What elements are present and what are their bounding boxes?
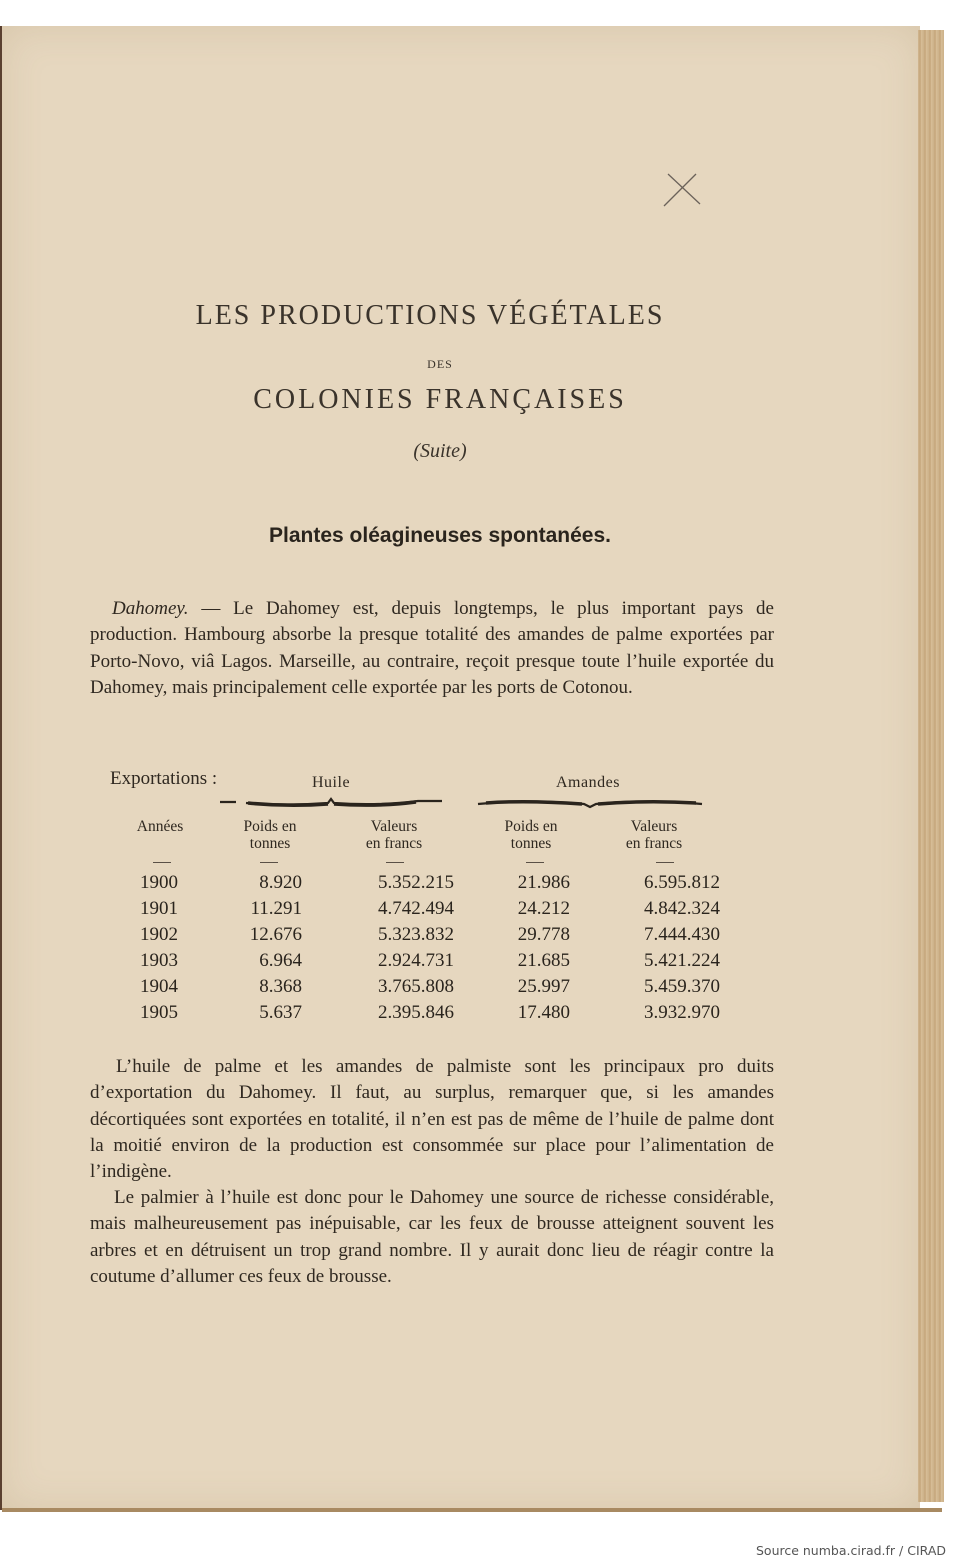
table-cell-year: 1903 bbox=[140, 950, 178, 971]
table-cell-huile-valeur: 4.742.494 bbox=[378, 898, 454, 919]
header-dash bbox=[260, 862, 278, 863]
table-cell-year: 1900 bbox=[140, 872, 178, 893]
col-header-amandes-valeurs bbox=[606, 818, 702, 852]
paragraph-lead: Dahomey. bbox=[112, 598, 189, 619]
page-edges bbox=[918, 30, 944, 1502]
paragraph-dahomey-text: — Le Dahomey est, depuis longtemps, le plus important pays de production. Hambourg absorbe la presque totalité des amandes de palme exportées par Porto-Novo, viâ Lagos. Marseille, au contraire, reçoit presque toute l’huile exportée du Dahomey, mais principalement celle exportée par les ports de Cotonou. bbox=[90, 598, 774, 698]
paragraph-exports: L’huile de palme et les amandes de palmiste sont les principaux pro duits d’exportation du Dahomey. Il faut, au surplus, remarquer que, si les amandes décortiquées sont exportées en totalité, il n’en est pas de même de l’huile de palme dont la moitié environ de la production est consommée sur place pour l’alimentation de l’indigène. bbox=[90, 1056, 774, 1183]
col-header-annees-label: Années bbox=[136, 818, 184, 835]
col-header-amandes-poids bbox=[486, 818, 576, 852]
group-header-amandes: Amandes bbox=[556, 774, 620, 791]
title-connector: DES bbox=[427, 357, 453, 371]
table-cell-huile-valeur: 5.323.832 bbox=[378, 924, 454, 945]
table-cell-amandes-poids: 21.685 bbox=[517, 950, 570, 971]
table-cell-huile-valeur: 3.765.808 bbox=[378, 976, 454, 997]
table-cell-huile-poids: 5.637 bbox=[259, 1002, 302, 1023]
col-header-amandes-poids-l2: tonnes bbox=[510, 835, 552, 852]
table-cell-huile-poids: 8.920 bbox=[259, 872, 302, 893]
table-cell-year: 1905 bbox=[140, 1002, 178, 1023]
col-header-huile-valeurs-l1: Valeurs bbox=[370, 818, 418, 835]
source-credit: Source numba.cirad.fr / CIRAD bbox=[755, 1543, 946, 1558]
table-cell-amandes-valeur: 5.459.370 bbox=[644, 976, 720, 997]
col-header-amandes-valeurs-l1: Valeurs bbox=[630, 818, 678, 835]
paragraph-palmier: Le palmier à l’huile est donc pour le Dahomey une source de richesse considérable, mais malheureusement pas inépuisable, car les feux de brousse atteignent souvent les arbres et en détruisent un trop grand nombre. Il y aurait donc lieu de réagir contre la coutume d’allumer ces feux de brousse. bbox=[90, 1187, 774, 1287]
title-line-2: COLONIES FRANÇAISES bbox=[253, 384, 627, 415]
table-cell-amandes-valeur: 7.444.430 bbox=[644, 924, 720, 945]
col-header-annees bbox=[124, 818, 196, 835]
table-cell-huile-poids: 8.368 bbox=[259, 976, 302, 997]
table-cell-amandes-poids: 24.212 bbox=[517, 898, 570, 919]
page-bottom-edge bbox=[2, 1508, 942, 1512]
header-dash bbox=[153, 862, 171, 863]
col-header-huile-poids bbox=[226, 818, 314, 852]
brace-amandes bbox=[476, 795, 704, 809]
col-header-huile-poids-l1: Poids en bbox=[243, 818, 297, 835]
table-cell-huile-poids: 11.291 bbox=[250, 898, 302, 919]
suite-label: (Suite) bbox=[413, 440, 467, 462]
table-cell-amandes-poids: 25.997 bbox=[517, 976, 570, 997]
table-cell-huile-valeur: 2.395.846 bbox=[378, 1002, 454, 1023]
col-header-amandes-valeurs-l2: en francs bbox=[625, 835, 683, 852]
exportations-label: Exportations : bbox=[110, 768, 218, 789]
table-cell-year: 1904 bbox=[140, 976, 178, 997]
table-cell-amandes-valeur: 4.842.324 bbox=[644, 898, 720, 919]
table-cell-amandes-poids: 21.986 bbox=[517, 872, 570, 893]
handwritten-x-mark bbox=[660, 170, 706, 210]
table-cell-huile-poids: 6.964 bbox=[259, 950, 302, 971]
table-cell-year: 1902 bbox=[140, 924, 178, 945]
paragraph-dahomey bbox=[90, 596, 774, 701]
table-cell-year: 1901 bbox=[140, 898, 178, 919]
table-cell-huile-poids: 12.676 bbox=[249, 924, 302, 945]
title-line-1: LES PRODUCTIONS VÉGÉTALES bbox=[195, 300, 665, 331]
brace-huile bbox=[218, 795, 444, 809]
table-cell-amandes-valeur: 3.932.970 bbox=[644, 1002, 720, 1023]
col-header-huile-valeurs bbox=[346, 818, 442, 852]
table-cell-amandes-valeur: 5.421.224 bbox=[644, 950, 720, 971]
col-header-huile-poids-l2: tonnes bbox=[249, 835, 291, 852]
group-header-huile: Huile bbox=[312, 774, 351, 791]
table-cell-huile-valeur: 2.924.731 bbox=[378, 950, 454, 971]
table-cell-amandes-valeur: 6.595.812 bbox=[644, 872, 720, 893]
table-cell-amandes-poids: 29.778 bbox=[517, 924, 570, 945]
col-header-amandes-poids-l1: Poids en bbox=[504, 818, 558, 835]
section-title: Plantes oléagineuses spontanées. bbox=[269, 524, 611, 547]
header-dash bbox=[526, 862, 544, 863]
header-dash bbox=[656, 862, 674, 863]
table-cell-huile-valeur: 5.352.215 bbox=[378, 872, 454, 893]
table-cell-amandes-poids: 17.480 bbox=[517, 1002, 570, 1023]
header-dash bbox=[386, 862, 404, 863]
col-header-huile-valeurs-l2: en francs bbox=[365, 835, 423, 852]
